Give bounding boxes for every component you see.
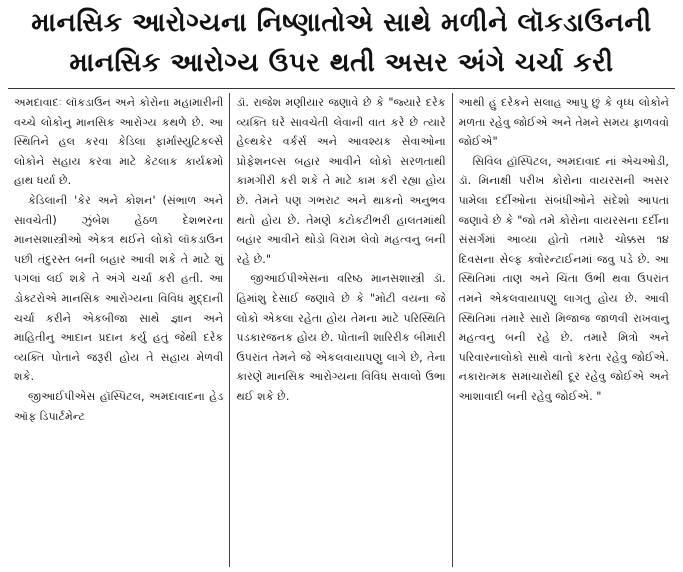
article-column-1 (8, 93, 230, 567)
headline-divider (8, 88, 675, 89)
headline-line-1: માનસિક આરોગ્યના નિષ્ણાતોએ સાથે મળીને લૉકડાઉનની (31, 8, 652, 38)
paragraph: જીઆઈપીએસ હૉસ્પિટલ, અમદાવાદના હેડ ઑફ ડિપાર્ટમેન્ટ (14, 389, 224, 423)
paragraph: આથી હું દરેકને સલાહ આપુ છું કે વૃધ્ધ લોકોને મળતા રહેવુ જોઈએ અને તેમને સમય ફાળવવો જોઈએ" (458, 96, 669, 149)
article-column-3 (453, 93, 675, 567)
article-body (8, 93, 675, 567)
paragraph-dateline: અમદાવાદઃ લૉકડાઉન અને કોરોના મહામારીની વચ્ચે લોકોનુ માનસિક આરોગ્ય કથળે છે. આ સ્થિતિને હલ કરવા કેડિલા ફાર્માસ્યુટિકલ્સે લોકોને સહાય કરવા માટે કેટલાક કાર્યક્રમો હાથ ધર્યા છે. (14, 96, 224, 188)
article-column-2 (230, 93, 452, 567)
headline-line-2: માનસિક આરોગ્ય ઉપર થતી અસર અંગે ચર્ચા કરી (69, 48, 614, 78)
paragraph: કેડિલાની 'કેર અને કોશન' (સંભાળ અને સાવચેતી) ઝુંબેશ હેઠળ દેશભરના માનસશાસ્ત્રીઓ એકત્ર થઈને લોકો લૉકડાઉન પછી તંદુરસ્ત બની બહાર આવી શકે તે માટે શું પગલાં લઈ શકે તે અંગે ચર્ચા કરી હતી. આ ડોક્ટરોએ માનસિક આરોગ્યના વિવિધ મુદ્દાની ચર્ચા કરીને એકબીજા સાથે જ્ઞાન અને માહિતીનુ આદાન પ્રદાન કર્યુ હતું જેથી દરેક વ્યક્તિ પોતાને જરૂરી હોય તે સહાય મેળવી શકે. (14, 193, 224, 384)
paragraph: સિવિલ હૉસ્પિટલ, અમદાવાદ નાં એચઓડી, ડૉ. મિનાક્ષી પરીખ કોરોના વાયરસની અસર પામેલા દર્દીઓના સંબંધીઓને સંદેશો આપતાં જણાવે છે કે "જો તમે કોરોના વાયરસના દર્દીના સંસર્ગમાં આવ્યા હોતો તમારે ચોક્કસ ૧૪ દિવસના સેલ્ફ ક્વોરન્ટાઈનમાં જવુ પડે છે. આ સ્થિતિમાં તાણ અને ચિંતા ઉભી થવા ઉપરાંત તમને એકલવાયાપણુ લાગતુ હોય છે. આવી સ્થિતિમાં તમારે સારો મિજાજ જાળવી રાખવાનુ મહત્વનુ બની રહે છે. તમારે મિત્રો અને પરિવારનાલોકો સાથે વાતો કરતા રહેવુ જોઈએ. નકારાત્મક સમાચારોથી દૂર રહેવુ જોઈએ અને આશાવાદી બની રહેવુ જોઈએ. " (458, 154, 669, 403)
paragraph: જીઆઈપીએસના વરિષ્ઠ માનસશાસ્ત્રી ડૉ. હિમાંશુ દેસાઈ જણાવે છે કે "મોટી વયના જે લોકો એકલા રહેતા હોય તેમના માટે પરિસ્થિતિ પડકારજનક હોય છે. પોતાની શારિરીક બીમારી ઉપરાંત તેમને જે એકલવાયાપણુ લાગે છે, તેના કારણે માનસિક આરોગ્યના વિવિધ સવાલો ઉભા થઈ શકે છે. (236, 272, 446, 403)
paragraph: ડૉ. રાજેશ મણીયાર જણાવે છે કે "જ્યારે દરેક વ્યક્તિ ઘરે સાવચેતી લેવાની વાત કરે છે ત્યારે હેલ્થકેર વર્કર્સ અને આવશ્યક સેવાઓના પ્રોફેશનલ્સ બહાર આવીને લોકો સરળતાથી કામગીરી કરી શકે તે માટે કામ કરી રહ્યા હોય છે. તેમને પણ ગભરાટ અને થાકનો અનુભવ થતો હોય છે. તેમણે કટોકટીભરી હાલતમાંથી બહાર આવીને થોડો વિરામ લેવો મહત્વનુ બની રહે છે." (236, 96, 446, 266)
